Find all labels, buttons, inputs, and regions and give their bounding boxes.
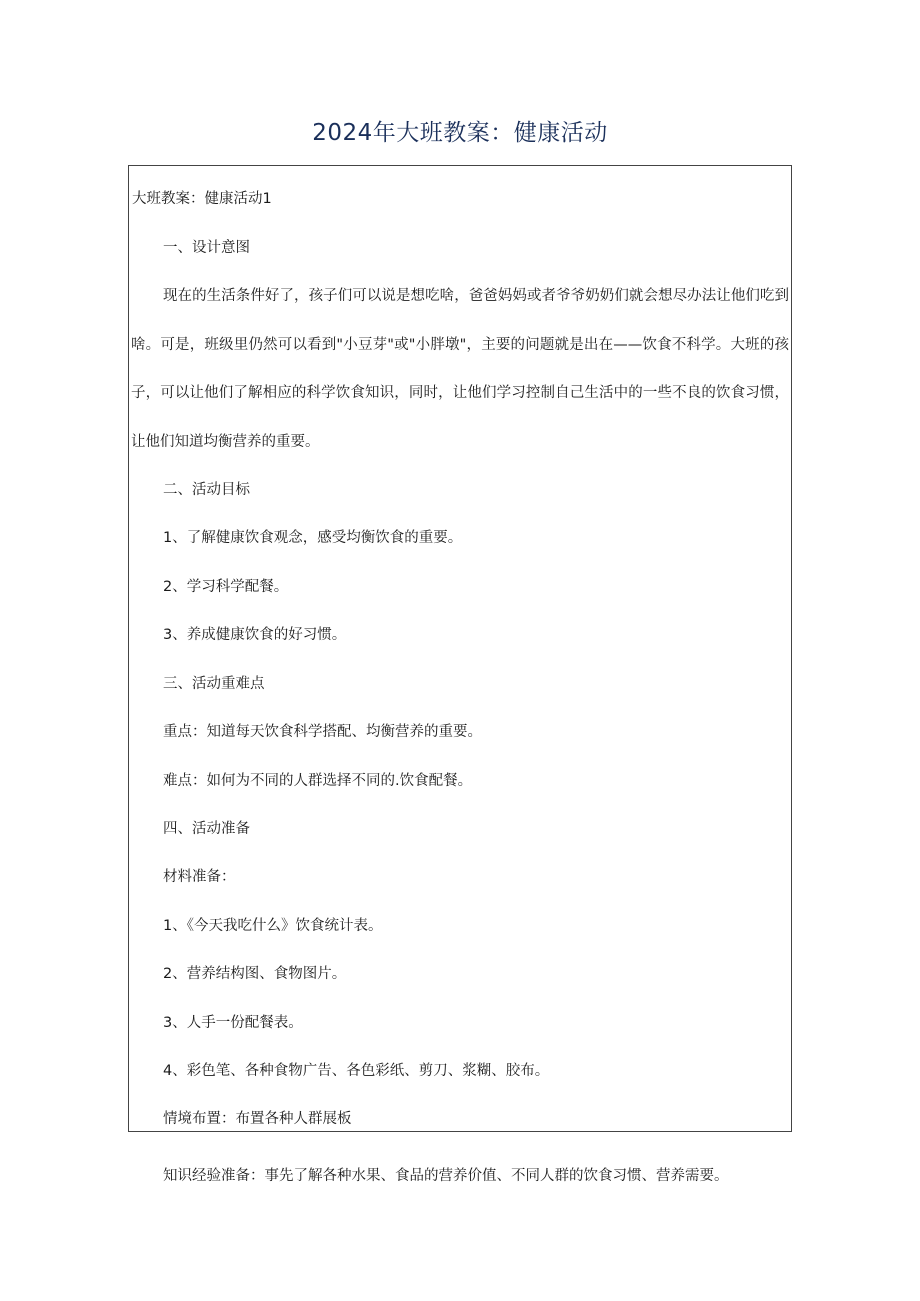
material-item: 1、《今天我吃什么》饮食统计表。	[163, 918, 383, 934]
knowledge-prep-text: 知识经验准备：事先了解各种水果、食品的营养价值、不同人群的饮食习惯、营养需要。	[163, 1168, 729, 1184]
section-heading-design-intent: 一、设计意图	[163, 240, 250, 256]
intro-paragraph: 现在的生活条件好了，孩子们可以说是想吃啥，爸爸妈妈或者爷爷奶奶们就会想尽办法让他们吃到啥。可是，班级里仍然可以看到"小豆芽"或"小胖墩"，主要的问题就是出在——饮食不科学。大班的孩子，可以让他们了解相应的科学饮食知识，同时，让他们学习控制自己生活中的一些不良的饮食习惯，让他们知道均衡营养的重要。	[131, 288, 789, 450]
goal-item: 2、学习科学配餐。	[163, 579, 289, 595]
material-item: 4、彩色笔、各种食物广告、各色彩纸、剪刀、浆糊、胶布。	[163, 1063, 550, 1079]
material-item: 3、人手一份配餐表。	[163, 1015, 303, 1031]
key-point-text: 重点：知道每天饮食科学搭配、均衡营养的重要。	[163, 724, 482, 740]
scene-setup-text: 情境布置：布置各种人群展板	[163, 1111, 352, 1127]
materials-label: 材料准备：	[163, 869, 236, 885]
lesson-heading: 大班教案：健康活动1	[132, 191, 272, 207]
goal-item: 3、养成健康饮食的好习惯。	[163, 627, 347, 643]
section-heading-goals: 二、活动目标	[163, 482, 250, 498]
goal-item: 1、了解健康饮食观念，感受均衡饮食的重要。	[163, 530, 463, 546]
difficulty-text: 难点：如何为不同的人群选择不同的.饮食配餐。	[163, 773, 473, 789]
material-item: 2、营养结构图、食物图片。	[163, 966, 347, 982]
section-heading-preparation: 四、活动准备	[163, 821, 250, 837]
section-heading-key-points: 三、活动重难点	[163, 676, 265, 692]
document-title: 2024年大班教案：健康活动	[312, 120, 608, 146]
